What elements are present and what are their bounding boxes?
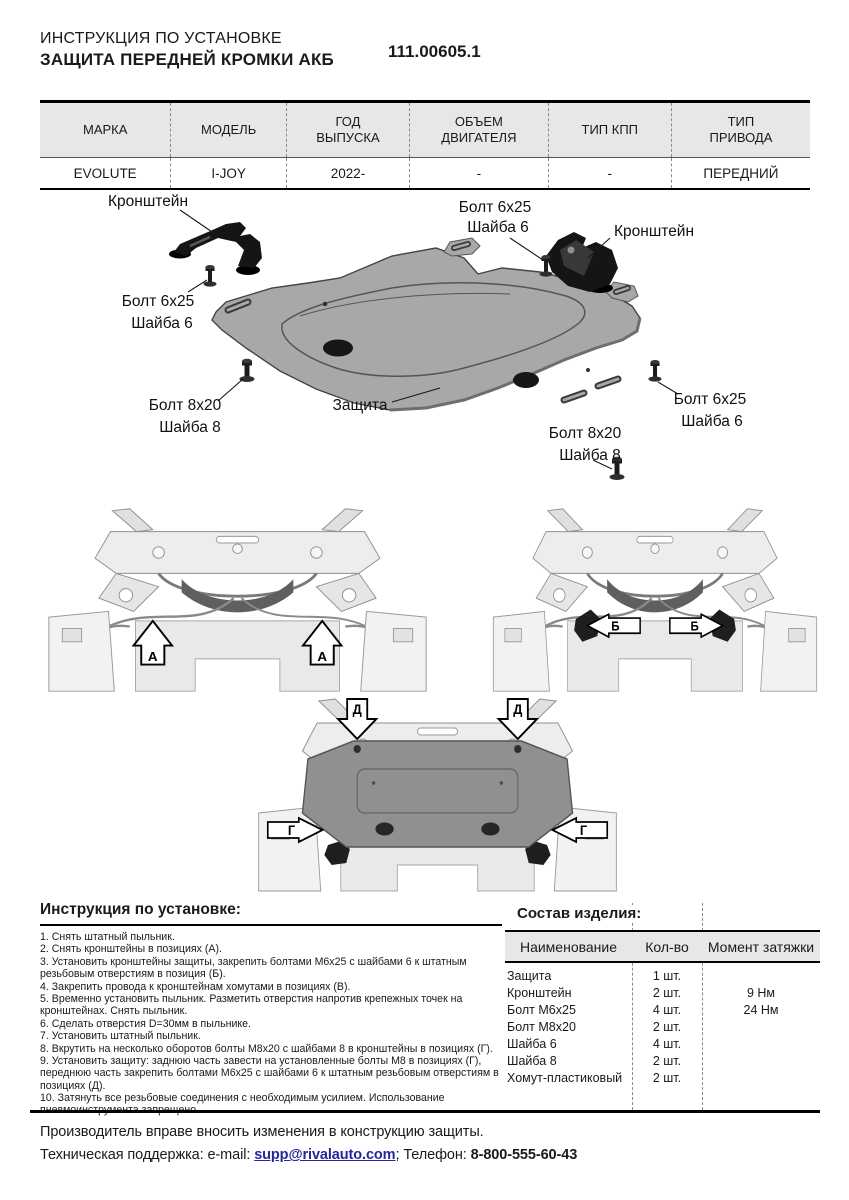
parts-heading: Состав изделия: [517,905,647,922]
page-title: ЗАЩИТА ПЕРЕДНЕЙ КРОМКИ АКБ [40,50,334,69]
vehicle-header-brand: МАРКА [40,102,171,158]
email-link[interactable]: supp@rivalauto.com [254,1147,396,1164]
support-line [40,1144,577,1167]
callout-bolt6-top-line2: Шайба 6 [467,219,529,236]
callout-bracket-left: Кронштейн [108,193,189,210]
footer [40,1121,577,1167]
part-name: Шайба 6 [507,1037,557,1051]
vehicle-header-gearbox: ТИП КПП [548,102,671,158]
svg-text:Г: Г [579,822,588,839]
svg-text:А: А [147,648,158,664]
part-torque: 24 Нм [743,1003,779,1017]
part-qty: 2 шт. [652,986,682,1000]
part-number: 111.00605.1 [388,42,481,61]
callout-shield: Защита [332,397,388,414]
parts-header-name: Наименование [519,939,618,955]
part-name: Шайба 8 [507,1054,557,1068]
part-qty: 4 шт. [652,1037,682,1051]
callout-bolt8-left-line1: Болт 8х20 [148,397,222,414]
callout-bolt6-right-line1: Болт 6х25 [673,391,747,408]
instruction-step-8: 8. Вкрутить на несколько оборотов болты М8х20 с шайбами 8 в кронштейны в позициях (Г). [40,1042,493,1055]
vehicle-header-engine: ОБЪЕМ ДВИГАТЕЛЯ [410,102,549,158]
instruction-step-4: 4. Закрепить провода к кронштейнам хомутами в позициях (В). [40,980,351,993]
part-name: Защита [507,969,552,983]
parts-row-2 [505,986,820,1003]
instruction-step-2: 2. Снять кронштейны в позициях (А). [40,943,222,956]
support-prefix: Техническая поддержка: e-mail: [40,1147,255,1164]
parts-header-torque: Момент затяжки [707,939,815,955]
parts-header-qty: Кол-во [645,939,689,955]
part-name: Болт М6х25 [507,1003,576,1017]
callout-bolt6-left-line1: Болт 6х25 [121,293,195,310]
parts-row-5 [505,1037,820,1054]
instruction-step-5: 5. Временно установить пыльник. Разметить отверстия напротив крепежных точек на кронштейнах. Снять пыльник. [40,992,463,1018]
parts-row-7 [505,1071,820,1088]
callout-bolt8-left-line2: Шайба 8 [159,419,221,436]
part-qty: 1 шт. [652,969,682,983]
part-name: Хомут-пластиковый [507,1071,623,1085]
part-name: Кронштейн [507,986,572,1000]
vehicle-header-model: МОДЕЛЬ [171,102,287,158]
instruction-step-1: 1. Снять штатный пыльник. [40,931,175,943]
vehicle-header-year: ГОД ВЫПУСКА [286,102,409,158]
part-qty: 2 шт. [652,1054,682,1068]
parts-row-3 [505,1003,820,1020]
callout-bolt6-left-line2: Шайба 6 [131,315,193,332]
part-qty: 4 шт. [652,1003,682,1017]
bolt-8x20-left-icon [240,359,255,382]
instruction-step-10: 10. Затянуть все резьбовые соединения с необходимым усилием. Использование [40,1092,445,1105]
bracket-left-part [169,222,262,275]
phone-number: 8-800-555-60-43 [470,1147,578,1164]
callout-bolt8-right-line1: Болт 8х20 [548,425,622,442]
parts-diagram [40,188,820,490]
instructions-heading: Инструкция по установке: [40,901,502,926]
bolt-6x25-right-icon [649,360,662,382]
parts-row-6 [505,1054,820,1071]
instruction-step-3: 3. Установить кронштейны защиты, закрепить болтами М6х25 с шайбами 6 к штатным резьбовым отверстиям в позиция (Б). [40,955,467,981]
installed-shield [302,741,572,847]
vehicle-table [40,100,810,190]
vehicle-gearbox: - [548,158,671,190]
disclaimer-text: Производитель вправе вносить изменения в конструкцию защиты. [40,1124,484,1140]
vehicle-engine: - [410,158,549,190]
bolt-6x25-left-icon [204,265,217,287]
svg-text:А: А [317,648,328,664]
svg-text:Б: Б [611,618,620,634]
parts-row-4 [505,1020,820,1037]
vehicle-table-row [40,158,810,190]
doc-type: ИНСТРУКЦИЯ ПО УСТАНОВКЕ [40,30,282,47]
part-qty: 2 шт. [652,1020,682,1034]
figure-installed [255,695,620,895]
vehicle-drive: ПЕРЕДНИЙ [703,165,779,181]
part-torque: 9 Нм [746,986,776,1000]
parts-list [505,903,820,1110]
vehicle-header-drive: ТИП ПРИВОДА [671,102,810,158]
callout-bracket-right: Кронштейн [614,223,695,240]
svg-text:Г: Г [287,822,296,839]
phone-label: Телефон: [403,1147,471,1164]
vehicle-brand: EVOLUTE [40,158,171,190]
instruction-step-6: 6. Сделать отверстия D=30мм в пыльнике. [40,1017,251,1030]
part-name: Болт М8х20 [507,1020,576,1034]
parts-row-1 [505,969,820,986]
parts-header-row [505,930,820,963]
part-qty: 2 шт. [652,1071,682,1085]
figure-positions-a [45,505,430,695]
callout-bolt8-right-line2: Шайба 8 [559,447,621,464]
vehicle-model: I-JOY [171,158,287,190]
callout-bolt6-right-line2: Шайба 6 [681,413,743,430]
after-email: ; [395,1147,404,1164]
install-instructions [40,901,502,1117]
figure-positions-b [490,505,820,695]
vehicle-table-header-row [40,102,810,158]
svg-text:Д: Д [513,701,523,718]
instruction-step-7: 7. Установить штатный пыльник. [40,1030,201,1043]
instruction-step-9: 9. Установить защиту: заднюю часть завести на установленные болты М8 в позициях (Г), переднюю часть закрепить болтами М6х25 с шайбами 6 к штатным резьбовым отверстиям в позициях (Д). [40,1054,499,1092]
svg-text:Б: Б [690,618,699,634]
footer-divider [30,1110,820,1113]
instructions-steps [40,931,502,1117]
vehicle-year: 2022- [286,158,409,190]
callout-bolt6-top-line1: Болт 6х25 [458,199,532,216]
svg-text:Д: Д [352,701,362,718]
